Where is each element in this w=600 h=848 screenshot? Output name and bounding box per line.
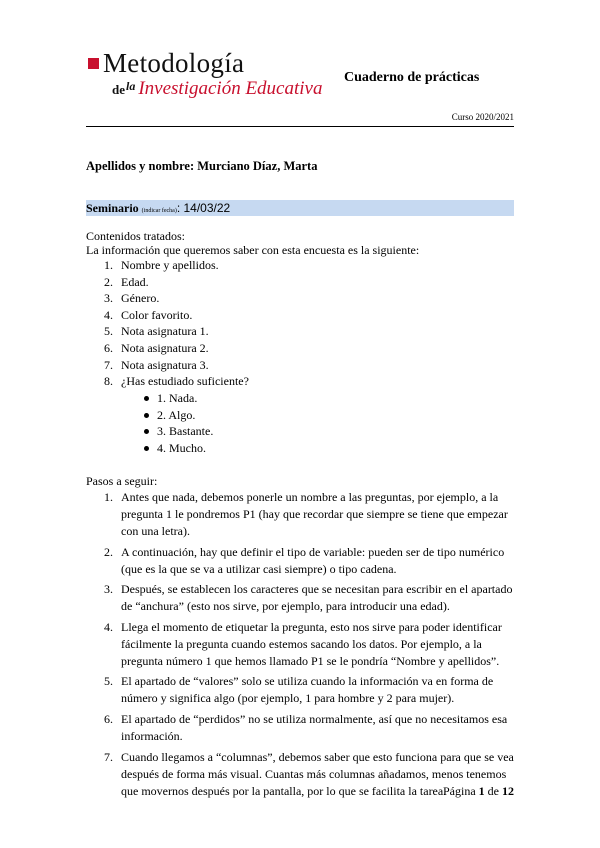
list-number: 5.: [104, 674, 113, 689]
list-item: [104, 489, 516, 540]
list-item: [104, 323, 249, 340]
option-text: 4. Mucho.: [157, 440, 206, 455]
bullet-icon: [144, 446, 149, 451]
list-item: [104, 423, 213, 440]
page-of: de: [487, 784, 499, 798]
answer-options: [104, 390, 213, 456]
list-item: [104, 373, 249, 390]
steps-heading: Pasos a seguir:: [86, 474, 158, 488]
list-text: El apartado de “valores” solo se utiliza cuando la información va en forma de número y significa algo (por ejemplo, 1 para hombre y 2 para mujer).: [121, 674, 494, 706]
list-number: 4.: [104, 307, 113, 322]
logo-square-icon: [88, 58, 99, 69]
list-text: Cuando llegamos a “columnas”, debemos saber que esto funciona para que se vea después de forma más visual. Cuantas más columnas añadamos, menos tenemos que movernos después por la pantalla, por lo que se facilita la tarea.: [121, 749, 514, 798]
student-name: Apellidos y nombre: Murciano Díaz, Marta: [86, 159, 318, 173]
bullet-icon: [144, 413, 149, 418]
list-item: [104, 257, 249, 274]
page-current: 1: [478, 784, 485, 798]
option-text: 1. Nada.: [157, 391, 198, 405]
list-text: Nota asignatura 3.: [121, 357, 209, 372]
list-number: 1.: [104, 258, 113, 272]
list-text: El apartado de “perdidos” no se utiliza normalmente, así que no necesitamos esa información.: [121, 711, 508, 743]
list-number: 7.: [104, 749, 113, 764]
seminar-label: Seminario: [86, 201, 139, 215]
list-text: Llega el momento de etiquetar la pregunta, esto nos sirve para poder identificar fácilmente la pregunta cuando estemos sacando los datos. Por ejemplo, a la pregunta número 1 que hemos llamado P1 se le pondría “Nombre y apellidos”.: [121, 619, 502, 668]
page-number: [443, 784, 514, 799]
list-number: 8.: [104, 374, 113, 389]
list-text: Nombre y apellidos.: [121, 258, 219, 272]
question-list: [104, 257, 249, 390]
list-text: Después, se establecen los caracteres que se necesitan para escribir en el apartado de “anchura” (esto nos sirve, por ejemplo, para introducir una edad).: [121, 582, 513, 614]
list-number: 7.: [104, 357, 113, 372]
list-text: Nota asignatura 1.: [121, 324, 209, 339]
bullet-icon: [144, 396, 149, 401]
seminar-hint: (indicar fecha): [141, 208, 177, 214]
list-text: Antes que nada, debemos ponerle un nombre a las preguntas, por ejemplo, a la pregunta 1 le pondremos P1 (hay que recordar que siempre se tiene que empezar con una letra).: [121, 490, 508, 538]
list-text: Color favorito.: [121, 307, 193, 322]
logo-main-text: Metodología: [103, 48, 245, 78]
logo-la: la: [126, 79, 136, 93]
list-item: [104, 407, 213, 424]
logo-de: de: [112, 82, 125, 97]
list-number: 4.: [104, 619, 113, 634]
list-item: [104, 711, 516, 745]
list-number: 6.: [104, 711, 113, 726]
list-number: 3.: [104, 582, 113, 597]
list-text: ¿Has estudiado suficiente?: [121, 374, 249, 389]
list-item: [104, 581, 516, 615]
seminar-date: : 14/03/22: [176, 201, 231, 215]
course-year: Curso 2020/2021: [451, 112, 514, 122]
list-text: A continuación, hay que definir el tipo de variable: pueden ser de tipo numérico (que es la que se va a utilizar casi siempre) o tipo cadena.: [121, 544, 505, 576]
list-text: Edad.: [121, 274, 149, 289]
list-item: [104, 673, 516, 707]
list-item: [104, 357, 249, 374]
list-number: 2.: [104, 544, 113, 559]
header-divider: [86, 126, 514, 127]
list-number: 5.: [104, 324, 113, 339]
list-item: [104, 290, 249, 307]
list-item: [104, 544, 516, 578]
steps-list: [104, 489, 516, 803]
logo-subtitle: [112, 78, 322, 100]
option-text: 2. Algo.: [157, 407, 196, 422]
option-text: 3. Bastante.: [157, 424, 214, 439]
contents-heading: Contenidos tratados:: [86, 229, 185, 243]
list-text: Nota asignatura 2.: [121, 340, 209, 355]
page-total: 12: [502, 784, 514, 798]
list-item: [104, 619, 516, 670]
intro-text: La información que queremos saber con esta encuesta es la siguiente:: [86, 243, 420, 257]
list-number: 2.: [104, 274, 113, 289]
list-item: [104, 390, 213, 407]
list-number: 3.: [104, 291, 113, 306]
list-item: [104, 274, 249, 291]
seminar-line: [86, 201, 230, 216]
logo-subtitle-text: Investigación Educativa: [138, 78, 323, 99]
list-number: 1.: [104, 490, 113, 504]
list-item: [104, 440, 213, 457]
document-title: Cuaderno de prácticas: [344, 70, 480, 85]
list-item: [104, 340, 249, 357]
page-word: Página: [443, 784, 476, 798]
seminar-bar: [86, 200, 514, 216]
list-item: [104, 307, 249, 324]
list-number: 6.: [104, 340, 113, 355]
list-text: Género.: [121, 291, 160, 306]
bullet-icon: [144, 429, 149, 434]
